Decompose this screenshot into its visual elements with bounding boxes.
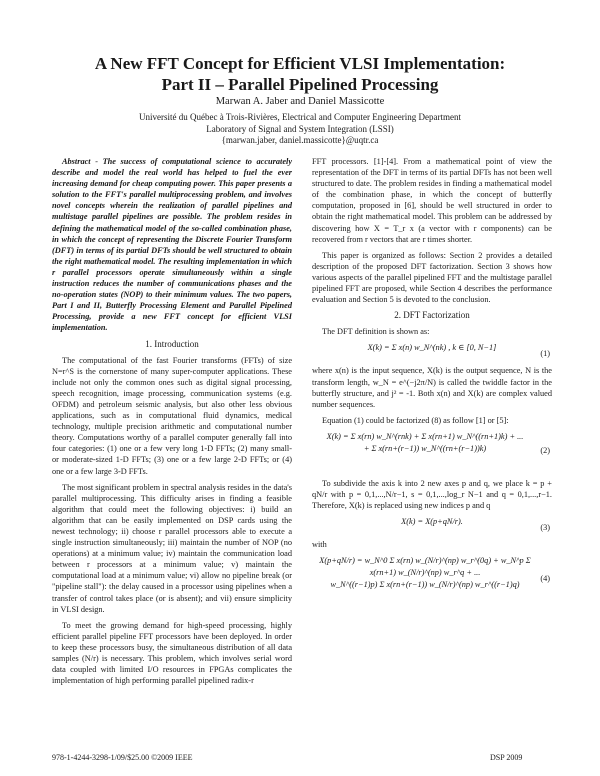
equation-4-number: (4): [540, 574, 550, 584]
affiliation-line-1: Université du Québec à Trois-Rivières, Electrical and Computer Engineering Department: [139, 112, 461, 122]
right-column: [312, 156, 552, 604]
equation-1-number: (1): [540, 349, 550, 359]
intro-paragraph-2: The most significant problem in spectral analysis resides in the data's parallel multiprocessing. This difficulty arises in finding a feasible algorithm that could meet the following objectives: i) build an algorithm that can be easily implemented on DSP cards using the newest technology; ii) choose r parallel processors able to execute a single instruction simultaneously; iii) maintain the number of NOP (no operations) at a minimum value; iv) maintain the communication load between r processors at a minimum value; v) maintain the computational load at a minimum value; vi) allow no pipeline break (or "pipeline stall"): the delay caused in a processor using pipelines when a transfer of control takes place (or is absent); and vii) ensure simplicity in VLSI design.: [52, 482, 292, 614]
equation-4: [312, 555, 552, 599]
equation-3-number: (3): [540, 523, 550, 533]
section-1-heading: 1. Introduction: [145, 338, 199, 349]
right-paragraph-2: This paper is organized as follows: Section 2 provides a detailed description of the proposed DFT factorization. Section 3 shows how various aspects of the parallel pipelined FFT and the multistage parallel pipelined FFT are proposed, while Section 4 describes the performance evaluation and Section 5 is devoted to the conclusion.: [312, 250, 552, 305]
equation-4-body: [312, 555, 538, 591]
factorization-intro: Equation (1) could be factorized (8) as follow [1] or [5]:: [322, 415, 509, 425]
affiliation-emails: {marwan.jaber, daniel.massicotte}@uqtr.ca: [221, 135, 379, 145]
conference-footer: DSP 2009: [490, 753, 523, 762]
dft-definitions: where x(n) is the input sequence, X(k) is the output sequence, N is the transform length, w_N = e^(−j2π/N) is called the twiddle factor in the butterfly structure, and j² = -1. Both x(n) and X(k) are complex valued number sequences.: [312, 366, 552, 409]
intro-paragraph-1: The computational of the fast Fourier transforms (FFTs) of size N=r^S is the cornerstone of many super-computer applications. These include not only the common ones such as digital signal processing, speech recognition, image processing, communication systems (e.g. OFDM) and petroleum seismic analysis, but also other less obvious applications, such as in computational fluid dynamics, medical technology, multiple precision arithmetic and computational number theory. Computations worthy of a parallel computer generally fall into four categories: (1) one or a few very long 1-D FFTs; (2) many small- or moderate-sized 1-D FFTs; (3) one or a few large 2-D FFTs; or (4) one or a few large 3-D FFTs.: [52, 355, 292, 476]
equation-2-body: [312, 431, 538, 455]
equation-2: [312, 431, 552, 473]
equation-1-body: X(k) = Σ x(n) w_N^(nk) , k ∈ [0, N−1]: [367, 343, 497, 353]
title-line-2: Part II – Parallel Pipelined Processing: [161, 75, 439, 94]
paper-title: [0, 53, 600, 95]
section-2-heading: 2. DFT Factorization: [394, 310, 470, 321]
intro-paragraph-3: To meet the growing demand for high-speed processing, highly efficient parallel pipeline FFT processors have been deployed. In order to keep these processors busy, the simultaneous distribution of all data samples (N/r) is necessary. This problem, which involves serial word data coupled with limited I/O resources in FPGAs complicates the implementation of high performing parallel pipelined radix-r: [52, 620, 292, 686]
equation-2-line-2: + Σ x(rn+(r−1)) w_N^((rn+(r−1))k): [363, 443, 487, 453]
equation-1: [312, 342, 552, 360]
copyright-footer: 978-1-4244-3298-1/09/$25.00 ©2009 IEEE: [52, 753, 193, 762]
dft-intro: The DFT definition is shown as:: [322, 327, 430, 337]
equation-4-line-1: X(p+qN/r) = w_N^0 Σ x(rn) w_(N/r)^(np) w_r^(0q) + w_N^p Σ x(rn+1) w_(N/r)^(np) w_r^q + ...: [319, 556, 531, 578]
equation-3-body: X(k) = X(p+qN/r).: [401, 517, 463, 527]
affiliation: [0, 112, 600, 147]
equation-2-number: (2): [540, 445, 550, 455]
axis-subdivision: To subdivide the axis k into 2 new axes p and q, we place k = p + qN/r with p = 0,1,...,N/r−1, s = 0,1,...,log_r N−1 and q = 0,1,...,r−1. Therefore, X(k) is replaced using new indices p and q: [312, 478, 552, 511]
with-label: with: [312, 540, 327, 550]
equation-3: [312, 516, 552, 534]
affiliation-line-2: Laboratory of Signal and System Integration (LSSI): [206, 123, 394, 134]
equation-4-line-2: w_N^((r−1)p) Σ x(rn+(r−1)) w_(N/r)^(np) w_r^((r−1)q): [330, 580, 520, 590]
left-column: [52, 156, 292, 691]
right-paragraph-1: FFT processors. [1]-[4]. From a mathematical point of view the representation of the DFT in terms of its partial DFTs has not been well structured to date. The problem resides in finding a mathematical model of the combination phase, in which the concept of butterfly computation, proposed in [6], should be well structured in order to obtain the right mathematical model. This problem can be addressed by discovering how X = T_r x (a vector with r components) can be recovered from r vectors that are r times shorter.: [312, 157, 552, 244]
authors: Marwan A. Jaber and Daniel Massicotte: [215, 96, 385, 107]
title-line-1: A New FFT Concept for Efficient VLSI Implementation:: [94, 54, 506, 73]
equation-2-line-1: X(k) = Σ x(rn) w_N^(rnk) + Σ x(rn+1) w_N^((rn+1)k) + ...: [326, 431, 524, 441]
abstract: Abstract - The success of computational science to accurately describe and model the real world has helped to fuel the ever increasing demand for cheap computing power. This paper presents a solution to the FFT's parallel multiprocessing problem, and involves novel concepts wherein the realization of parallel pipelines and multistage parallel pipelines are possible. The problem resides in defining the mathematical model of the so-called combination phase, in which the concept of representing the Discrete Fourier Transform (DFT) in terms of its partial DFTs should be well structured to obtain the right mathematical model. The resulting implementation in which r parallel processors operate simultaneously within a single instruction reduces the number of communications phases and the no-operation states (NOP) to their minimum values. The two papers, Part I and II, Butterfly Processing Element and Parallel Pipelined Processing, provide a new FFT concept for efficient VLSI implementation.: [52, 157, 292, 333]
